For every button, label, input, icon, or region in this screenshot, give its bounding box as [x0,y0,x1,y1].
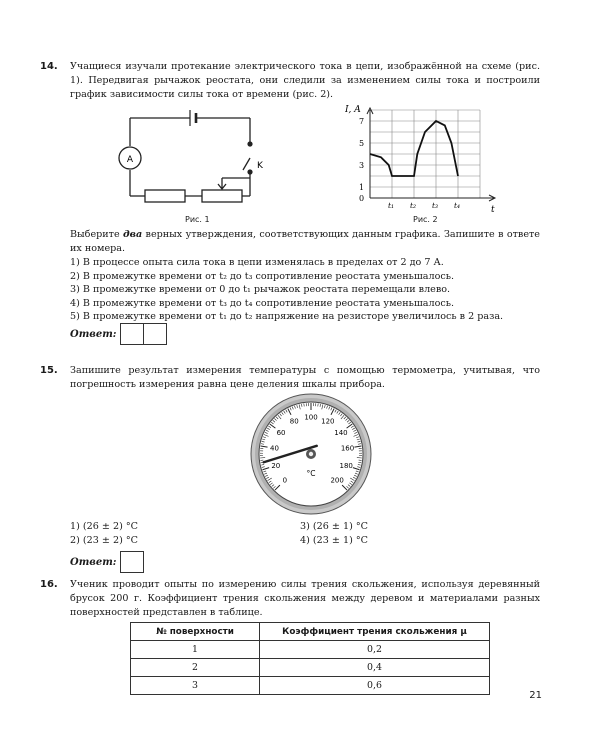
x-tick-label: t₃ [432,201,439,210]
option: 1) (26 ± 2) °C [70,521,139,532]
dial-label: 80 [289,417,299,426]
answer-box-1[interactable] [120,323,144,345]
x-tick-label: t₄ [454,201,461,210]
option: 2) В промежутке времени от t₂ до t₃ сопротивление реостата уменьшалось. [70,270,454,282]
table-header: Коэффициент трения скольжения μ [260,623,490,641]
graph-xlabel: t [491,205,495,215]
friction-table [130,622,490,695]
dial-label: 200 [330,476,344,485]
dial-label: 100 [304,413,318,422]
dial-label: 40 [269,444,279,453]
dial-label: 20 [271,461,281,470]
dial-label: 160 [340,444,355,453]
dial-unit: °C [306,469,316,478]
option: 3) В промежутке времени от 0 до t₁ рычажок реостата перемещали влево. [70,284,451,296]
question-16-text: 16. Ученик проводит опыты по измерению силы трения скольжения, используя деревянный брусок 200 г. Коэффициент трения скольжения между деревом и материалами разных поверхностей представлен в таблице. [40,579,540,618]
option: 3) (26 ± 1) °C [300,521,369,532]
option: 4) (23 ± 1) °C [300,535,369,546]
table-row: 3 0,6 [131,677,490,695]
table-header: № поверхности [131,623,260,641]
dial-label: 180 [339,461,353,470]
y-tick-label: 5 [359,139,365,148]
y-tick-label: 3 [359,161,365,170]
circuit-diagram [110,108,280,220]
ammeter-label: A [126,155,134,165]
thermometer-dial [246,392,386,516]
option: 1) В процессе опыта сила тока в цепи изменялась в пределах от 2 до 7 А. [70,257,444,268]
dial-label: 60 [276,428,286,437]
question-16-number: 16. [40,579,58,590]
x-tick-label: t₁ [388,201,395,210]
q14-instruction: Выберите два верных утверждения, соответствующих данным графика. Запишите в ответе их номера. [70,229,540,254]
q14-options [70,256,540,324]
current-time-graph [345,100,505,218]
q15-options [70,520,540,550]
x-tick-label: t₂ [410,201,417,210]
q15-answer: Ответ: [70,551,144,573]
option: 4) В промежутке времени от t₃ до t₄ сопротивление реостата уменьшалось. [70,297,454,309]
page-number: 21 [529,690,542,701]
graph-ylabel: I, A [345,105,361,115]
dial-label: 140 [334,428,348,437]
question-14-number: 14. [40,61,58,72]
table-row: 2 0,4 [131,659,490,677]
switch-label: K [257,161,263,171]
fig2-caption: Рис. 2 [413,215,438,224]
dial-label: 120 [321,417,335,426]
question-14-text: 14. Учащиеся изучали протекание электрического тока в цепи, изображённой на схеме (рис. 1). Передвигая рычажок реостата, они следили за изменением силы тока и построили график зависимости силы тока от времени (рис. 2). [40,61,540,100]
y-tick-label: 1 [359,183,365,192]
question-15-number: 15. [40,365,58,376]
option: 2) (23 ± 2) °C [70,535,139,546]
y-tick-label: 7 [359,117,365,126]
answer-box-2[interactable] [144,323,167,345]
answer-box[interactable] [120,551,144,573]
fig1-caption: Рис. 1 [185,215,210,224]
dial-label: 0 [282,476,288,485]
y-tick-label: 0 [359,194,365,203]
question-15-text: 15. Запишите результат измерения температуры с помощью термометра, учитывая, что погрешность измерения равна цене деления шкалы прибора. [40,365,540,390]
q14-answer: Ответ: [70,323,167,345]
option: 5) В промежутке времени от t₁ до t₂ напряжение на резисторе увеличилось в 2 раза. [70,311,504,323]
table-row: 1 0,2 [131,641,490,659]
